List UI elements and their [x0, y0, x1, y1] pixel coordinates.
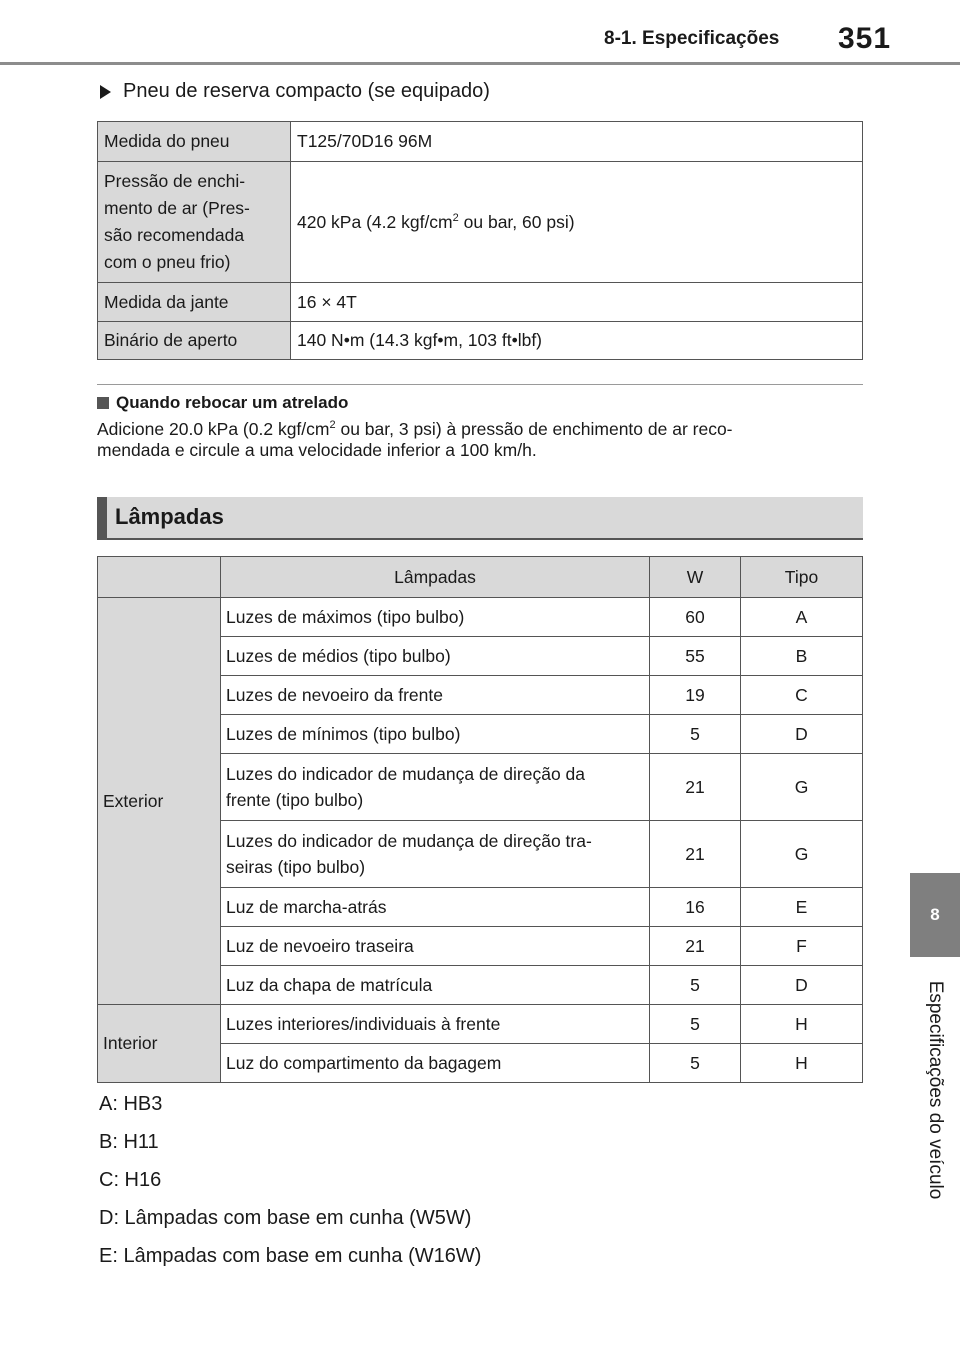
note-text-part: ou bar, 3 psi) à pressão de enchimento de ar reco-: [335, 419, 733, 439]
label-line: Pressão de enchi-: [104, 171, 246, 191]
bulbs-section-header: [97, 497, 863, 540]
bulb-type: D: [741, 966, 863, 1005]
bulb-type: H: [741, 1005, 863, 1044]
legend-item: C: H16: [99, 1169, 162, 1191]
bulb-watts: 5: [650, 966, 741, 1005]
bulb-type: E: [741, 888, 863, 927]
chapter-title: Especificações do veículo: [925, 980, 946, 1200]
spare-tire-table: [97, 121, 863, 360]
chapter-tab[interactable]: [910, 873, 960, 957]
towing-note-heading-text: Quando rebocar um atrelado: [116, 393, 349, 412]
bulb-name: Luzes de nevoeiro da frente: [221, 676, 650, 715]
column-header-type: Tipo: [741, 557, 863, 598]
group-interior: Interior: [98, 1005, 221, 1083]
bulb-type: G: [741, 821, 863, 888]
bulb-watts: 21: [650, 821, 741, 888]
towing-note-heading: [97, 393, 348, 413]
table-row: [98, 322, 863, 360]
spare-tire-heading: [100, 80, 490, 103]
bulb-type: B: [741, 637, 863, 676]
bulb-watts: 5: [650, 1005, 741, 1044]
bulb-name: Luz do compartimento da bagagem: [221, 1044, 650, 1083]
table-header-row: [98, 557, 863, 598]
group-exterior: Exterior: [98, 598, 221, 1005]
bulb-type: G: [741, 754, 863, 821]
column-header-group: [98, 557, 221, 598]
bulb-watts: 21: [650, 927, 741, 966]
bulb-name-line: Luzes do indicador de mudança de direção da: [226, 764, 585, 784]
torque-label: Binário de aperto: [98, 322, 291, 360]
superscript: 2: [329, 419, 336, 432]
superscript: 2: [452, 211, 459, 224]
bulb-name: Luz de marcha-atrás: [221, 888, 650, 927]
note-divider: [97, 384, 863, 385]
bulb-name-line: seiras (tipo bulbo): [226, 857, 366, 877]
note-text-part: Adicione 20.0 kPa (0.2 kgf/cm: [97, 419, 330, 439]
spare-tire-heading-text: Pneu de reserva compacto (se equipado): [123, 80, 490, 102]
column-header-watts: W: [650, 557, 741, 598]
page-number: 351: [838, 22, 892, 55]
tire-size-label: Medida do pneu: [98, 122, 291, 162]
triangle-bullet-icon: [100, 85, 111, 99]
bulb-type: F: [741, 927, 863, 966]
table-row: [98, 122, 863, 162]
bulb-watts: 5: [650, 715, 741, 754]
legend-item: D: Lâmpadas com base em cunha (W5W): [99, 1207, 472, 1229]
column-header-bulbs: Lâmpadas: [221, 557, 650, 598]
table-row: [98, 1005, 863, 1044]
towing-note-text: [97, 419, 867, 461]
bulb-type: D: [741, 715, 863, 754]
bulb-watts: 60: [650, 598, 741, 637]
tire-pressure-value: [291, 162, 863, 283]
table-row: [98, 162, 863, 283]
rim-size-value: 16 × 4T: [291, 283, 863, 322]
legend-item: B: H11: [99, 1131, 159, 1153]
bulb-type: H: [741, 1044, 863, 1083]
bulb-name-line: Luzes do indicador de mudança de direção tra-: [226, 831, 592, 851]
bulbs-section-title: Lâmpadas: [115, 504, 224, 529]
bulb-watts: 19: [650, 676, 741, 715]
bulb-name: Luzes de médios (tipo bulbo): [221, 637, 650, 676]
bulb-name: Luzes de mínimos (tipo bulbo): [221, 715, 650, 754]
bulb-name: Luzes interiores/individuais à frente: [221, 1005, 650, 1044]
bulb-watts: 21: [650, 754, 741, 821]
table-row: [98, 598, 863, 637]
label-line: são recomendada: [104, 225, 245, 245]
bulb-type: A: [741, 598, 863, 637]
label-line: mento de ar (Pres-: [104, 198, 250, 218]
bulb-name: [221, 821, 650, 888]
tire-size-value: T125/70D16 96M: [291, 122, 863, 162]
bulbs-table: [97, 556, 863, 1083]
rim-size-label: Medida da jante: [98, 283, 291, 322]
chapter-number: 8: [930, 905, 940, 924]
note-line: [97, 419, 867, 440]
header-section-title: 8-1. Especificações: [604, 28, 780, 49]
header-divider: [0, 62, 960, 65]
bulb-type-legend: [99, 1090, 481, 1280]
pressure-text-tail: ou bar, 60 psi): [458, 211, 575, 232]
bulb-watts: 5: [650, 1044, 741, 1083]
bulb-name: Luz de nevoeiro traseira: [221, 927, 650, 966]
bulb-watts: 16: [650, 888, 741, 927]
tire-pressure-label: [98, 162, 291, 283]
pressure-text: 420 kPa (4.2 kgf/cm: [297, 211, 453, 232]
bulb-type: C: [741, 676, 863, 715]
bulb-name: Luzes de máximos (tipo bulbo): [221, 598, 650, 637]
label-line: com o pneu frio): [104, 252, 231, 272]
legend-item: E: Lâmpadas com base em cunha (W16W): [99, 1245, 482, 1267]
bulb-name: Luz da chapa de matrícula: [221, 966, 650, 1005]
note-line: mendada e circule a uma velocidade inferior a 100 km/h.: [97, 440, 537, 460]
bulb-watts: 55: [650, 637, 741, 676]
bulb-name: [221, 754, 650, 821]
square-bullet-icon: [97, 397, 109, 409]
bulb-name-line: frente (tipo bulbo): [226, 790, 364, 810]
torque-value: 140 N•m (14.3 kgf•m, 103 ft•lbf): [291, 322, 863, 360]
table-row: [98, 283, 863, 322]
legend-item: A: HB3: [99, 1093, 163, 1115]
